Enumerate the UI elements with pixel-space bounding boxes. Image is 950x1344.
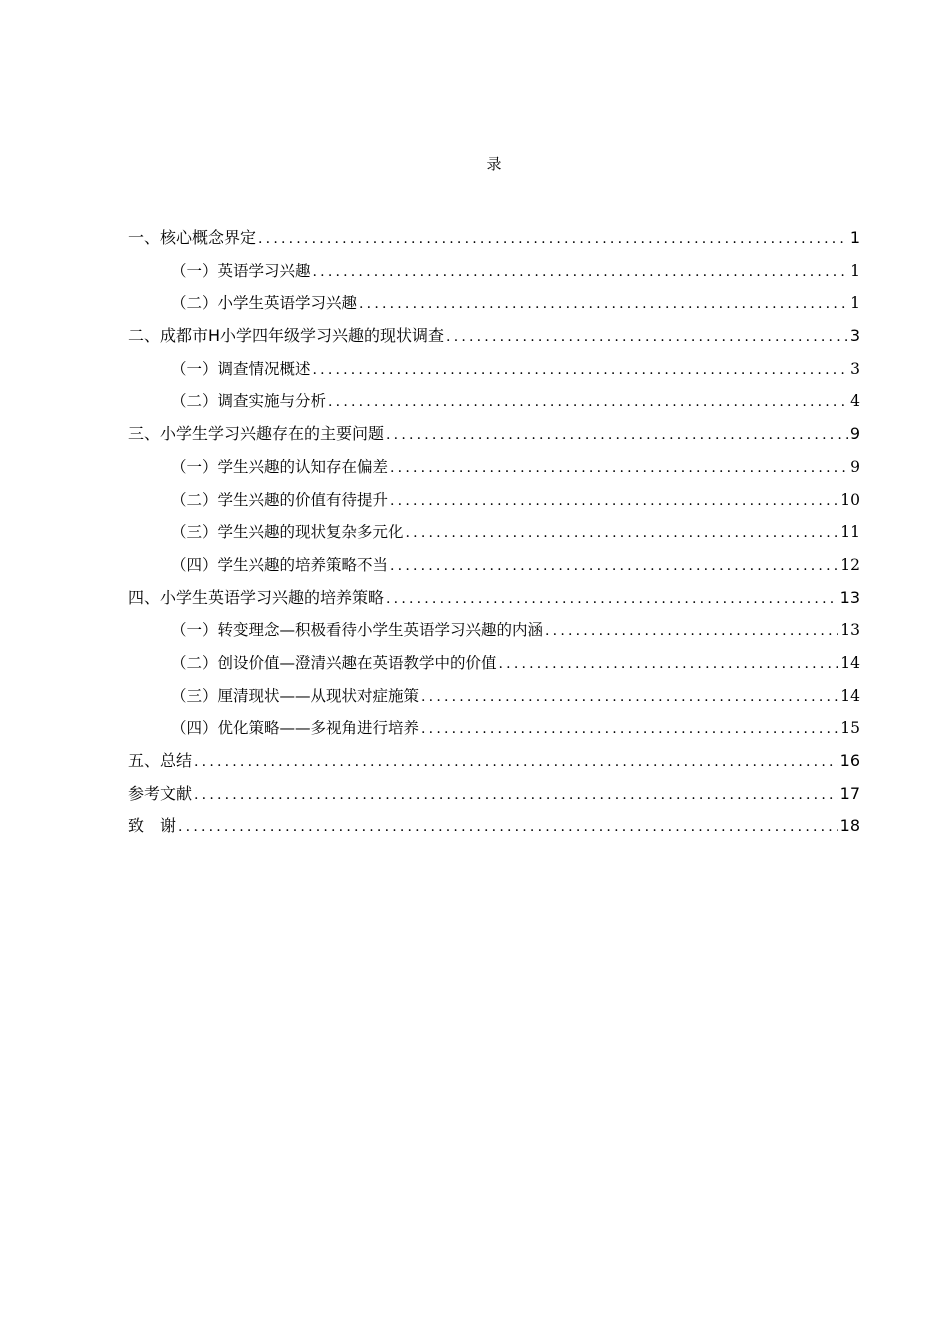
- toc-entry-label: 五、总结: [128, 751, 193, 770]
- toc-entry-label: （二）学生兴趣的价值有待提升: [171, 490, 389, 509]
- toc-page-number: 1: [849, 228, 860, 247]
- toc-section-entry[interactable]: [128, 488, 860, 521]
- toc-page-number: 1: [850, 294, 860, 313]
- toc-entry-label: （一）英语学习兴趣: [171, 261, 311, 280]
- toc-dot-leader: [446, 325, 848, 349]
- toc-dot-leader: [313, 260, 849, 284]
- toc-entry-label: 一、核心概念界定: [128, 228, 257, 247]
- toc-entry-label: （二）创设价值—澄清兴趣在英语教学中的价值: [171, 653, 497, 672]
- toc-page-number: 18: [839, 816, 860, 836]
- toc-section-entry[interactable]: [128, 651, 860, 684]
- toc-section-entry[interactable]: [128, 716, 860, 749]
- toc-section-entry[interactable]: [128, 389, 860, 422]
- toc-page-number: 13: [839, 587, 860, 607]
- toc-dot-leader: [194, 750, 838, 774]
- toc-dot-leader: [328, 390, 848, 414]
- toc-entry-label: 四、小学生英语学习兴趣的培养策略: [128, 587, 385, 607]
- toc-dot-leader: [390, 554, 838, 578]
- toc-page-number: 11: [840, 523, 860, 542]
- toc-entry-label: （二）调查实施与分析: [171, 392, 327, 411]
- toc-dot-leader: [178, 815, 838, 839]
- toc-title: 录: [486, 155, 502, 173]
- toc-entry-label: 参考文献: [128, 783, 193, 803]
- toc-dot-leader: [386, 423, 848, 447]
- toc-chapter-entry[interactable]: [128, 782, 860, 815]
- toc-dot-leader: [421, 685, 838, 709]
- toc-section-entry[interactable]: [128, 259, 860, 292]
- toc-entry-label: 致 谢: [128, 816, 177, 836]
- toc-entry-label: 三、小学生学习兴趣存在的主要问题: [128, 424, 385, 444]
- toc-entry-label: 二、成都市H小学四年级学习兴趣的现状调查: [128, 326, 445, 346]
- toc-entry-label: （三）厘清现状——从现状对症施策: [171, 686, 420, 705]
- toc-entry-label: （四）学生兴趣的培养策略不当: [171, 555, 389, 574]
- toc-dot-leader: [545, 619, 838, 643]
- toc-dot-leader: [313, 358, 849, 382]
- toc-chapter-entry[interactable]: [128, 749, 860, 782]
- toc-dot-leader: [194, 783, 838, 807]
- toc-dot-leader: [386, 587, 838, 611]
- toc-page-number: 13: [840, 621, 860, 640]
- toc-entry-label: （四）优化策略——多视角进行培养: [171, 719, 420, 738]
- toc-page-number: 14: [840, 653, 860, 672]
- toc-section-entry[interactable]: [128, 684, 860, 717]
- toc-page-number: 3: [850, 359, 860, 378]
- toc-chapter-entry[interactable]: [128, 226, 860, 259]
- toc-page-number: 4: [850, 392, 860, 411]
- toc-entry-label: （三）学生兴趣的现状复杂多元化: [171, 523, 404, 542]
- toc-page-number: 12: [840, 555, 860, 574]
- toc-page-number: 9: [850, 457, 860, 476]
- toc-dot-leader: [406, 521, 839, 545]
- toc-page-number: 1: [850, 261, 860, 280]
- toc-section-entry[interactable]: [128, 553, 860, 586]
- toc-page-number: 17: [839, 783, 860, 803]
- toc-dot-leader: [499, 652, 839, 676]
- toc-entry-label: （一）调查情况概述: [171, 359, 311, 378]
- toc-chapter-entry[interactable]: [128, 586, 860, 619]
- toc-page-number: 3: [849, 326, 860, 346]
- toc-chapter-entry[interactable]: [128, 422, 860, 455]
- toc-entry-label: （一）学生兴趣的认知存在偏差: [171, 457, 389, 476]
- toc-chapter-entry[interactable]: [128, 324, 860, 357]
- toc-entry-label: （一）转变理念—积极看待小学生英语学习兴趣的内涵: [171, 621, 544, 640]
- toc-section-entry[interactable]: [128, 357, 860, 390]
- toc-section-entry[interactable]: [128, 520, 860, 553]
- toc-dot-leader: [390, 489, 838, 513]
- toc-page-number: 14: [840, 686, 860, 705]
- toc-section-entry[interactable]: [128, 618, 860, 651]
- toc-dot-leader: [390, 456, 848, 480]
- toc-page-number: 15: [840, 719, 860, 738]
- toc-page-number: 9: [849, 424, 860, 444]
- toc-section-entry[interactable]: [128, 455, 860, 488]
- toc-dot-leader: [359, 292, 848, 316]
- table-of-contents: [128, 226, 860, 847]
- toc-entry-label: （二）小学生英语学习兴趣: [171, 294, 358, 313]
- toc-page-number: 10: [840, 490, 860, 509]
- toc-dot-leader: [258, 227, 848, 251]
- toc-dot-leader: [421, 717, 838, 741]
- toc-page-number: 16: [839, 751, 860, 770]
- toc-chapter-entry[interactable]: [128, 814, 860, 847]
- toc-section-entry[interactable]: [128, 291, 860, 324]
